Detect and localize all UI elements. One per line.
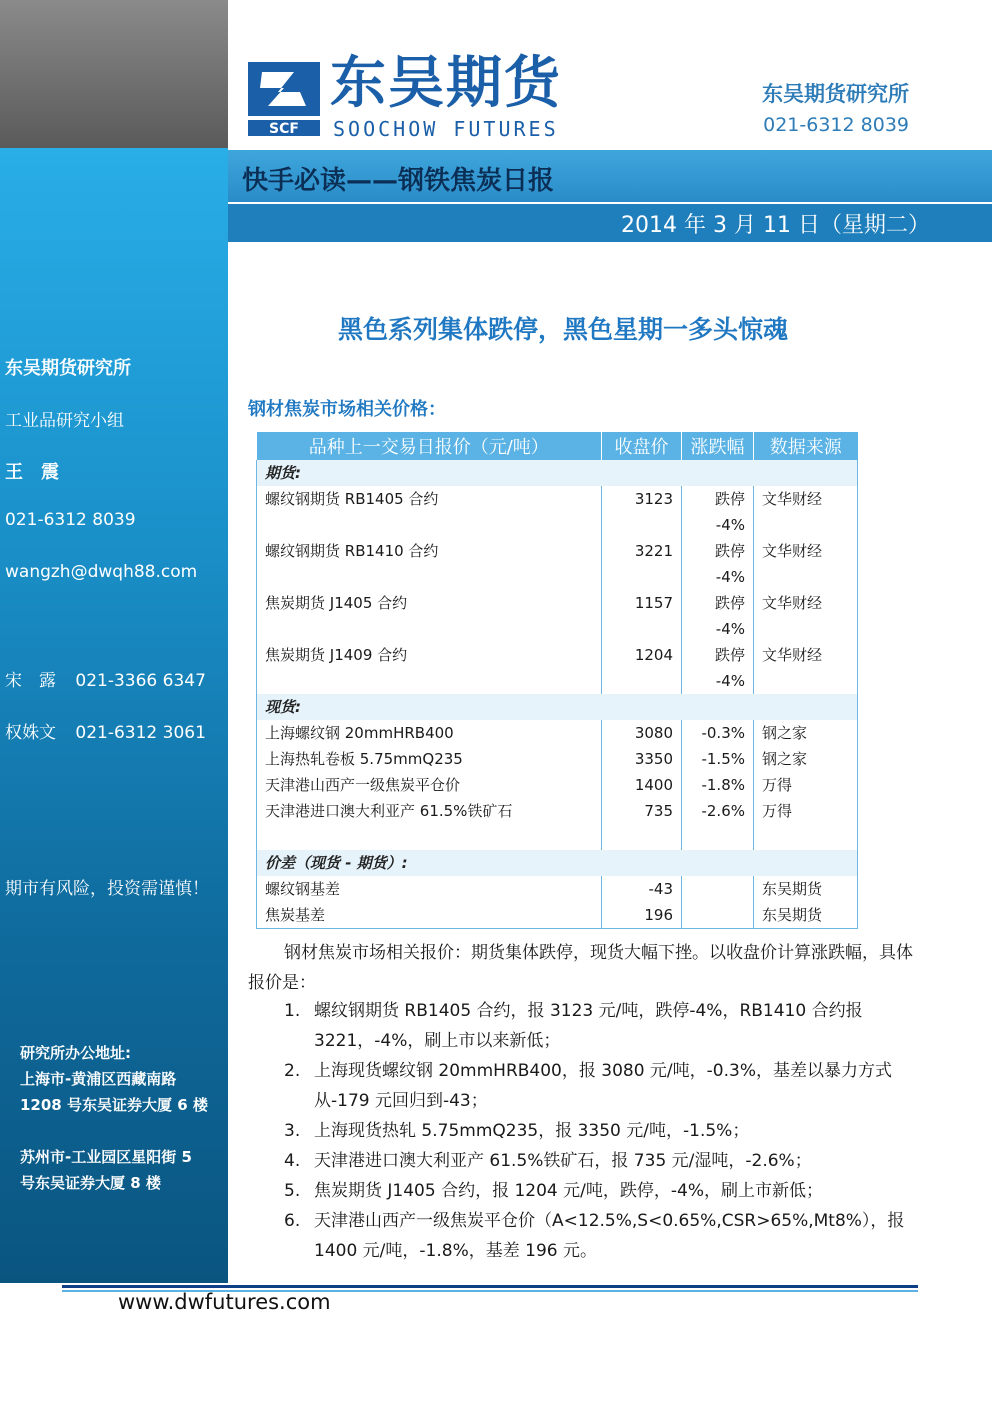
cell-change	[682, 486, 754, 538]
cell-source: 钢之家	[754, 720, 858, 746]
change-limit: 跌停	[714, 646, 745, 664]
cell-close: 1157	[602, 590, 682, 642]
contact-name: 权姝文	[5, 723, 56, 743]
cell-close: 196	[602, 902, 682, 929]
table-row	[257, 642, 858, 694]
column-header: 涨跌幅	[682, 432, 754, 460]
cell-name: 螺纹钢期货 RB1410 合约	[257, 538, 602, 590]
item-number: 1.	[284, 1001, 301, 1021]
cell-name: 焦炭期货 J1409 合约	[257, 642, 602, 694]
cell-close: 3221	[602, 538, 682, 590]
cell-name: 天津港进口澳大利亚产 61.5%铁矿石	[257, 798, 602, 850]
column-header: 品种上一交易日报价（元/吨）	[257, 432, 602, 460]
table-header-row	[257, 432, 858, 460]
cell-close: 735	[602, 798, 682, 850]
item-number: 3.	[284, 1121, 301, 1141]
address-line: 1208 号东吴证券大厦 6 楼	[20, 1096, 208, 1114]
cell-name: 焦炭期货 J1405 合约	[257, 590, 602, 642]
report-title: 快手必读——钢铁焦炭日报	[242, 166, 555, 196]
sidebar	[0, 148, 228, 1283]
logo-mark-text: SCF	[269, 121, 299, 136]
address-line: 苏州市-工业园区星阳街 5	[20, 1148, 192, 1166]
change-pct: -4%	[715, 516, 745, 534]
company-logo-icon	[248, 62, 320, 136]
cell-close: 3080	[602, 720, 682, 746]
cell-source: 东吴期货	[754, 902, 858, 929]
contact-phone: 021-3366 6347	[75, 671, 206, 691]
section-label: 期货:	[257, 460, 858, 486]
list-item	[248, 996, 918, 1056]
cell-change	[682, 876, 754, 902]
cell-name: 螺纹钢期货 RB1405 合约	[257, 486, 602, 538]
cell-name: 天津港山西产一级焦炭平仓价	[257, 772, 602, 798]
list-item	[248, 1206, 918, 1266]
section-label: 现货:	[257, 694, 858, 720]
footer-divider	[62, 1285, 918, 1288]
change-limit: 跌停	[714, 490, 745, 508]
address-line: 号东吴证券大厦 8 楼	[20, 1174, 161, 1192]
section-title: 钢材焦炭市场相关价格：	[248, 399, 446, 420]
cell-name: 螺纹钢基差	[257, 876, 602, 902]
change-pct: -4%	[715, 568, 745, 586]
cell-name: 上海螺纹钢 20mmHRB400	[257, 720, 602, 746]
table-row	[257, 486, 858, 538]
cell-name: 焦炭基差	[257, 902, 602, 929]
cell-change: -0.3%	[682, 720, 754, 746]
cell-change: -1.5%	[682, 746, 754, 772]
table-row	[257, 902, 858, 929]
cell-source: 文华财经	[754, 590, 858, 642]
change-limit: 跌停	[714, 594, 745, 612]
cell-source: 东吴期货	[754, 876, 858, 902]
table-row	[257, 538, 858, 590]
cell-close: 1204	[602, 642, 682, 694]
logo-english-name: SOOCHOW FUTURES	[333, 117, 559, 141]
table-row	[257, 720, 858, 746]
cell-change: -1.8%	[682, 772, 754, 798]
cell-close: 3123	[602, 486, 682, 538]
table-row	[257, 876, 858, 902]
change-limit: 跌停	[714, 542, 745, 560]
item-text: 天津港山西产一级焦炭平仓价（A<12.5%,S<0.65%,CSR>65%,Mt8%），报 1400 元/吨，-1.8%，基差 196 元。	[314, 1211, 905, 1261]
list-item	[248, 1116, 918, 1146]
price-table	[256, 432, 858, 929]
table-section-row	[257, 850, 858, 876]
headline: 黑色系列集体跌停，黑色星期一多头惊魂	[338, 315, 789, 344]
column-header: 收盘价	[602, 432, 682, 460]
address-label: 研究所办公地址:	[20, 1044, 131, 1062]
item-text: 上海现货螺纹钢 20mmHRB400，报 3080 元/吨，-0.3%，基差以暴力方式从-179 元回归到-43；	[314, 1061, 892, 1111]
cell-change	[682, 902, 754, 929]
list-item	[248, 1146, 918, 1176]
table-row	[257, 772, 858, 798]
cell-change	[682, 538, 754, 590]
sidebar-top-block	[0, 0, 228, 148]
footer-website-link[interactable]: www.dwfutures.com	[118, 1290, 331, 1314]
cell-change	[682, 590, 754, 642]
change-pct: -4%	[715, 672, 745, 690]
item-text: 天津港进口澳大利亚产 61.5%铁矿石，报 735 元/湿吨，-2.6%；	[314, 1151, 812, 1171]
table-row	[257, 798, 858, 850]
sidebar-analyst-email[interactable]: wangzh@dwqh88.com	[5, 562, 198, 582]
sidebar-institute: 东吴期货研究所	[5, 358, 131, 379]
cell-name: 上海热轧卷板 5.75mmQ235	[257, 746, 602, 772]
list-item	[248, 1176, 918, 1206]
cell-close: 1400	[602, 772, 682, 798]
cell-source: 万得	[754, 798, 858, 850]
sidebar-contact	[5, 666, 206, 691]
cell-source: 文华财经	[754, 538, 858, 590]
contact-name: 宋 露	[5, 671, 56, 691]
contact-phone: 021-6312 3061	[75, 723, 206, 743]
cell-change	[682, 642, 754, 694]
sidebar-contact	[5, 718, 206, 743]
item-text: 螺纹钢期货 RB1405 合约，报 3123 元/吨，跌停-4%，RB1410 合约报 3221，-4%，刷上市以来新低；	[314, 1001, 863, 1051]
table-row	[257, 746, 858, 772]
section-label: 价差（现货 - 期货）:	[257, 850, 858, 876]
column-header: 数据来源	[754, 432, 858, 460]
item-number: 2.	[284, 1061, 301, 1081]
header-phone: 021-6312 8039	[763, 114, 909, 136]
cell-source: 文华财经	[754, 486, 858, 538]
cell-close: 3350	[602, 746, 682, 772]
cell-source: 钢之家	[754, 746, 858, 772]
item-number: 6.	[284, 1211, 301, 1231]
cell-close: -43	[602, 876, 682, 902]
sidebar-risk-notice: 期市有风险，投资需谨慎！	[5, 879, 209, 899]
item-number: 4.	[284, 1151, 301, 1171]
item-text: 焦炭期货 J1405 合约，报 1204 元/吨，跌停，-4%，刷上市新低；	[314, 1181, 823, 1201]
table-row	[257, 590, 858, 642]
cell-source: 万得	[754, 772, 858, 798]
change-pct: -4%	[715, 620, 745, 638]
item-number: 5.	[284, 1181, 301, 1201]
sidebar-address	[20, 1040, 208, 1196]
cell-change: -2.6%	[682, 798, 754, 850]
address-line: 上海市-黄浦区西藏南路	[20, 1070, 177, 1088]
report-date: 2014 年 3 月 11 日（星期二）	[621, 213, 930, 238]
sidebar-analyst: 王 震	[5, 462, 59, 483]
list-item	[248, 1056, 918, 1116]
item-text: 上海现货热轧 5.75mmQ235，报 3350 元/吨，-1.5%；	[314, 1121, 750, 1141]
table-section-row	[257, 694, 858, 720]
sidebar-analyst-phone: 021-6312 8039	[5, 510, 136, 530]
price-points-list	[248, 996, 918, 1266]
sidebar-group: 工业品研究小组	[5, 411, 124, 431]
cell-source: 文华财经	[754, 642, 858, 694]
logo-chinese-name: 东吴期货	[330, 51, 562, 116]
table-section-row	[257, 460, 858, 486]
summary-paragraph: 钢材焦炭市场相关报价：期货集体跌停，现货大幅下挫。以收盘价计算涨跌幅，具体报价是：	[248, 943, 913, 993]
header-institute: 东吴期货研究所	[762, 82, 909, 106]
